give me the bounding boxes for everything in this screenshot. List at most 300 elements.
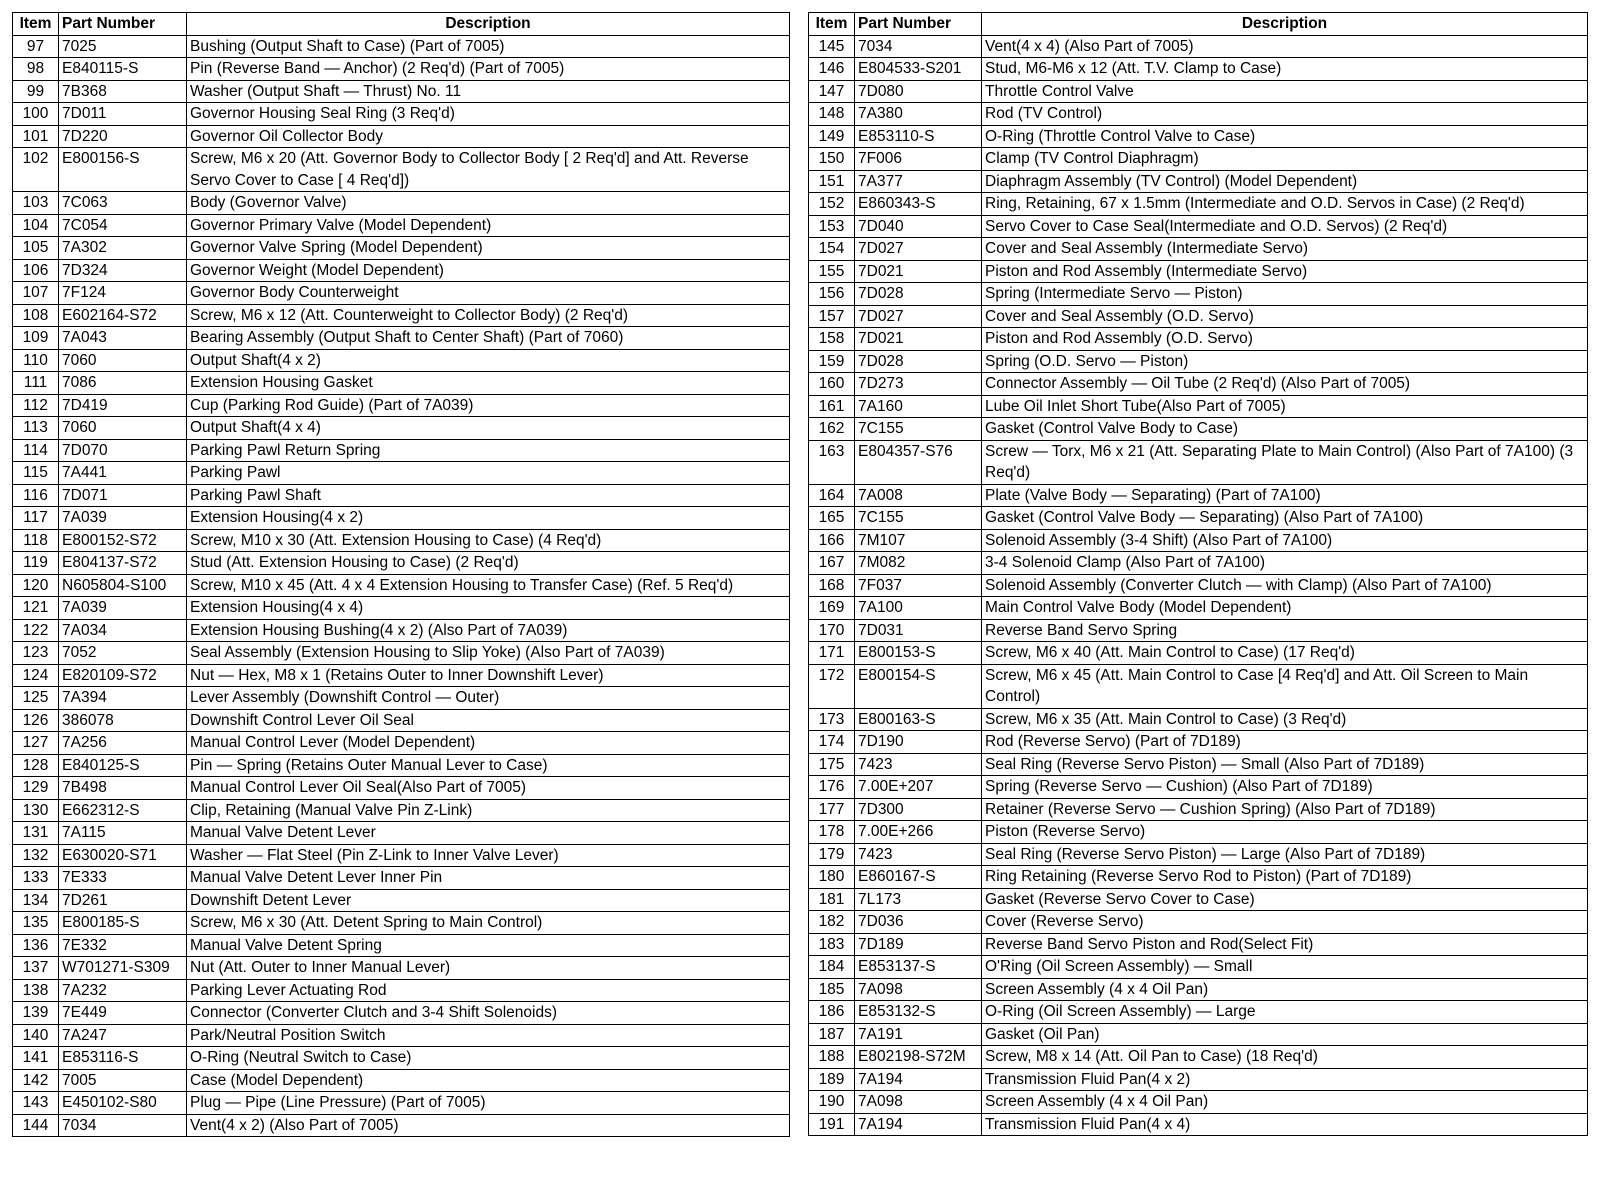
- table-row: [809, 440, 1588, 484]
- part-number: 7A039: [59, 507, 187, 530]
- item-number: 155: [809, 260, 855, 283]
- description: Vent(4 x 4) (Also Part of 7005): [982, 35, 1588, 58]
- table-row: [809, 866, 1588, 889]
- table-row: [13, 237, 790, 260]
- part-number: 7A098: [855, 978, 982, 1001]
- item-number: 102: [13, 148, 59, 192]
- part-number: E840125-S: [59, 754, 187, 777]
- part-number: E840115-S: [59, 58, 187, 81]
- part-number: 7E333: [59, 867, 187, 890]
- item-number: 152: [809, 193, 855, 216]
- item-number: 170: [809, 619, 855, 642]
- part-number: 7A191: [855, 1023, 982, 1046]
- part-number: 7A043: [59, 327, 187, 350]
- item-number: 136: [13, 934, 59, 957]
- table-row: [809, 1001, 1588, 1024]
- item-number: 159: [809, 350, 855, 373]
- part-number: E800152-S72: [59, 529, 187, 552]
- part-number: 7A039: [59, 597, 187, 620]
- part-number: 7D419: [59, 394, 187, 417]
- parts-table-left: [12, 12, 790, 1137]
- description: Parking Pawl Return Spring: [187, 439, 790, 462]
- item-number: 125: [13, 687, 59, 710]
- table-row: [809, 507, 1588, 530]
- description: Governor Primary Valve (Model Dependent): [187, 214, 790, 237]
- part-number: 7.00E+207: [855, 776, 982, 799]
- description: Body (Governor Valve): [187, 192, 790, 215]
- part-number: E853137-S: [855, 956, 982, 979]
- description: Spring (Intermediate Servo — Piston): [982, 283, 1588, 306]
- description: Extension Housing(4 x 2): [187, 507, 790, 530]
- part-number: 7D080: [855, 80, 982, 103]
- part-number: 7025: [59, 35, 187, 58]
- description: Spring (Reverse Servo — Cushion) (Also Part of 7D189): [982, 776, 1588, 799]
- table-row: [809, 708, 1588, 731]
- part-number: 7.00E+266: [855, 821, 982, 844]
- part-number: E853110-S: [855, 125, 982, 148]
- table-row: [809, 956, 1588, 979]
- part-number: 7D011: [59, 103, 187, 126]
- item-number: 97: [13, 35, 59, 58]
- description: Seal Ring (Reverse Servo Piston) — Large (Also Part of 7D189): [982, 843, 1588, 866]
- part-number: E630020-S71: [59, 844, 187, 867]
- table-row: [13, 597, 790, 620]
- item-number: 104: [13, 214, 59, 237]
- part-number: 7A441: [59, 462, 187, 485]
- table-row: [809, 1068, 1588, 1091]
- table-row: [809, 574, 1588, 597]
- item-number: 138: [13, 979, 59, 1002]
- description: Pin — Spring (Retains Outer Manual Lever to Case): [187, 754, 790, 777]
- description: Rod (TV Control): [982, 103, 1588, 126]
- part-number: 7C063: [59, 192, 187, 215]
- part-number: E662312-S: [59, 799, 187, 822]
- table-row: [13, 957, 790, 980]
- table-row: [13, 552, 790, 575]
- item-number: 126: [13, 709, 59, 732]
- table-row: [809, 552, 1588, 575]
- table-row: [809, 170, 1588, 193]
- description: Manual Control Lever (Model Dependent): [187, 732, 790, 755]
- part-number: E602164-S72: [59, 304, 187, 327]
- item-number: 135: [13, 912, 59, 935]
- item-number: 189: [809, 1068, 855, 1091]
- table-row: [809, 843, 1588, 866]
- description: Transmission Fluid Pan(4 x 4): [982, 1113, 1588, 1136]
- item-number: 109: [13, 327, 59, 350]
- part-number: E800154-S: [855, 664, 982, 708]
- description: Manual Valve Detent Lever: [187, 822, 790, 845]
- item-number: 151: [809, 170, 855, 193]
- item-number: 147: [809, 80, 855, 103]
- description: Vent(4 x 2) (Also Part of 7005): [187, 1114, 790, 1137]
- table-row: [809, 821, 1588, 844]
- part-number: 7A100: [855, 597, 982, 620]
- table-row: [13, 484, 790, 507]
- description: Transmission Fluid Pan(4 x 2): [982, 1068, 1588, 1091]
- part-number: 7A098: [855, 1091, 982, 1114]
- part-number: 7E449: [59, 1002, 187, 1025]
- part-number: 7A302: [59, 237, 187, 260]
- description: Ring Retaining (Reverse Servo Rod to Piston) (Part of 7D189): [982, 866, 1588, 889]
- description: Governor Body Counterweight: [187, 282, 790, 305]
- item-number: 186: [809, 1001, 855, 1024]
- description: Stud, M6-M6 x 12 (Att. T.V. Clamp to Case): [982, 58, 1588, 81]
- description: Screen Assembly (4 x 4 Oil Pan): [982, 978, 1588, 1001]
- item-number: 137: [13, 957, 59, 980]
- description-header: Description: [982, 13, 1588, 36]
- item-number: 190: [809, 1091, 855, 1114]
- item-number: 176: [809, 776, 855, 799]
- table-row: [809, 911, 1588, 934]
- part-number: E800156-S: [59, 148, 187, 192]
- part-number: 7B368: [59, 80, 187, 103]
- part-number: 7D028: [855, 350, 982, 373]
- description: Cover (Reverse Servo): [982, 911, 1588, 934]
- parts-table-right: [808, 12, 1588, 1136]
- part-number: 7D273: [855, 373, 982, 396]
- part-number: E802198-S72M: [855, 1046, 982, 1069]
- table-row: [13, 777, 790, 800]
- table-row: [13, 1024, 790, 1047]
- table-row: [809, 148, 1588, 171]
- table-row: [809, 283, 1588, 306]
- table-row: [13, 642, 790, 665]
- part-number: 7D261: [59, 889, 187, 912]
- part-number: 7D190: [855, 731, 982, 754]
- description: Solenoid Assembly (3-4 Shift) (Also Part of 7A100): [982, 529, 1588, 552]
- table-row: [13, 439, 790, 462]
- table-row: [13, 125, 790, 148]
- parts-table-left-body: [13, 35, 790, 1137]
- part-number: 7B498: [59, 777, 187, 800]
- item-number: 132: [13, 844, 59, 867]
- table-row: [809, 933, 1588, 956]
- table-row: [809, 529, 1588, 552]
- description: Pin (Reverse Band — Anchor) (2 Req'd) (Part of 7005): [187, 58, 790, 81]
- item-number: 148: [809, 103, 855, 126]
- table-row: [809, 305, 1588, 328]
- table-row: [809, 1023, 1588, 1046]
- table-row: [13, 574, 790, 597]
- table-row: [13, 372, 790, 395]
- item-number: 177: [809, 798, 855, 821]
- table-row: [809, 260, 1588, 283]
- part-number: 7L173: [855, 888, 982, 911]
- part-number: 7D040: [855, 215, 982, 238]
- item-number: 120: [13, 574, 59, 597]
- item-number: 168: [809, 574, 855, 597]
- item-number: 169: [809, 597, 855, 620]
- part-number: E860167-S: [855, 866, 982, 889]
- part-number: 7M082: [855, 552, 982, 575]
- description: Bearing Assembly (Output Shaft to Center Shaft) (Part of 7060): [187, 327, 790, 350]
- table-row: [809, 1113, 1588, 1136]
- part-number: 7E332: [59, 934, 187, 957]
- table-row: [809, 888, 1588, 911]
- part-number: 7A194: [855, 1068, 982, 1091]
- part-number: 7A394: [59, 687, 187, 710]
- part-number: 7D036: [855, 911, 982, 934]
- part-number: 7423: [855, 753, 982, 776]
- table-row: [809, 238, 1588, 261]
- table-row: [809, 776, 1588, 799]
- description: Output Shaft(4 x 2): [187, 349, 790, 372]
- part-number: 7034: [59, 1114, 187, 1137]
- table-row: [13, 259, 790, 282]
- description: Clamp (TV Control Diaphragm): [982, 148, 1588, 171]
- table-row: [13, 507, 790, 530]
- item-number: 143: [13, 1092, 59, 1115]
- table-row: [13, 1047, 790, 1070]
- description: Output Shaft(4 x 4): [187, 417, 790, 440]
- part-number: W701271-S309: [59, 957, 187, 980]
- part-number: E800185-S: [59, 912, 187, 935]
- item-number: 118: [13, 529, 59, 552]
- item-number: 182: [809, 911, 855, 934]
- table-row: [13, 799, 790, 822]
- item-number: 122: [13, 619, 59, 642]
- item-number: 124: [13, 664, 59, 687]
- description: Downshift Control Lever Oil Seal: [187, 709, 790, 732]
- part-number: 7C155: [855, 507, 982, 530]
- description: Servo Cover to Case Seal(Intermediate and O.D. Servos) (2 Req'd): [982, 215, 1588, 238]
- description: Cover and Seal Assembly (Intermediate Servo): [982, 238, 1588, 261]
- description: Screen Assembly (4 x 4 Oil Pan): [982, 1091, 1588, 1114]
- item-number: 184: [809, 956, 855, 979]
- item-number: 139: [13, 1002, 59, 1025]
- description: Bushing (Output Shaft to Case) (Part of 7005): [187, 35, 790, 58]
- item-number: 127: [13, 732, 59, 755]
- item-number: 166: [809, 529, 855, 552]
- table-row: [13, 394, 790, 417]
- description: Washer (Output Shaft — Thrust) No. 11: [187, 80, 790, 103]
- description: Spring (O.D. Servo — Piston): [982, 350, 1588, 373]
- description: Downshift Detent Lever: [187, 889, 790, 912]
- description: Rod (Reverse Servo) (Part of 7D189): [982, 731, 1588, 754]
- table-row: [13, 148, 790, 192]
- table-row: [13, 867, 790, 890]
- part-number: E804137-S72: [59, 552, 187, 575]
- table-row: [809, 753, 1588, 776]
- description-header: Description: [187, 13, 790, 36]
- table-row: [809, 58, 1588, 81]
- part-number: 7F006: [855, 148, 982, 171]
- item-number: 142: [13, 1069, 59, 1092]
- table-row: [13, 1069, 790, 1092]
- part-number: E450102-S80: [59, 1092, 187, 1115]
- description: Parking Pawl: [187, 462, 790, 485]
- part-number: 7D021: [855, 260, 982, 283]
- description: Nut (Att. Outer to Inner Manual Lever): [187, 957, 790, 980]
- item-number: 161: [809, 395, 855, 418]
- table-row: [13, 709, 790, 732]
- table-row: [13, 889, 790, 912]
- item-number: 158: [809, 328, 855, 351]
- table-row: [809, 798, 1588, 821]
- description: Cup (Parking Rod Guide) (Part of 7A039): [187, 394, 790, 417]
- description: Manual Valve Detent Spring: [187, 934, 790, 957]
- table-row: [13, 1114, 790, 1137]
- table-row: [13, 58, 790, 81]
- part-number-header: Part Number: [855, 13, 982, 36]
- description: Screw, M10 x 30 (Att. Extension Housing to Case) (4 Req'd): [187, 529, 790, 552]
- item-number: 163: [809, 440, 855, 484]
- item-number: 140: [13, 1024, 59, 1047]
- item-number: 111: [13, 372, 59, 395]
- table-row: [13, 417, 790, 440]
- description: Retainer (Reverse Servo — Cushion Spring) (Also Part of 7D189): [982, 798, 1588, 821]
- part-number: 7A115: [59, 822, 187, 845]
- description: Lever Assembly (Downshift Control — Outer): [187, 687, 790, 710]
- part-number: E800163-S: [855, 708, 982, 731]
- description: Main Control Valve Body (Model Dependent): [982, 597, 1588, 620]
- part-number: 7A247: [59, 1024, 187, 1047]
- description: 3-4 Solenoid Clamp (Also Part of 7A100): [982, 552, 1588, 575]
- part-number: 7052: [59, 642, 187, 665]
- table-row: [809, 193, 1588, 216]
- description: Extension Housing(4 x 4): [187, 597, 790, 620]
- item-number: 105: [13, 237, 59, 260]
- part-number: 7D021: [855, 328, 982, 351]
- table-row: [809, 215, 1588, 238]
- item-number: 123: [13, 642, 59, 665]
- table-row: [13, 1092, 790, 1115]
- table-row: [13, 327, 790, 350]
- table-row: [13, 103, 790, 126]
- table-row: [13, 192, 790, 215]
- table-row: [809, 395, 1588, 418]
- item-number: 116: [13, 484, 59, 507]
- item-number: 106: [13, 259, 59, 282]
- item-number: 146: [809, 58, 855, 81]
- part-number: 7060: [59, 349, 187, 372]
- part-number: E853132-S: [855, 1001, 982, 1024]
- description: Seal Assembly (Extension Housing to Slip Yoke) (Also Part of 7A039): [187, 642, 790, 665]
- description: Screw, M6 x 12 (Att. Counterweight to Collector Body) (2 Req'd): [187, 304, 790, 327]
- item-number: 131: [13, 822, 59, 845]
- description: Parking Pawl Shaft: [187, 484, 790, 507]
- item-number: 181: [809, 888, 855, 911]
- part-number: 7C155: [855, 418, 982, 441]
- description: Manual Control Lever Oil Seal(Also Part of 7005): [187, 777, 790, 800]
- table-row: [13, 979, 790, 1002]
- description: Solenoid Assembly (Converter Clutch — with Clamp) (Also Part of 7A100): [982, 574, 1588, 597]
- table-row: [13, 349, 790, 372]
- description: Seal Ring (Reverse Servo Piston) — Small (Also Part of 7D189): [982, 753, 1588, 776]
- item-number: 179: [809, 843, 855, 866]
- item-number: 183: [809, 933, 855, 956]
- table-row: [13, 934, 790, 957]
- table-row: [809, 619, 1588, 642]
- part-number: 7060: [59, 417, 187, 440]
- description: Washer — Flat Steel (Pin Z-Link to Inner Valve Lever): [187, 844, 790, 867]
- description: Extension Housing Bushing(4 x 2) (Also Part of 7A039): [187, 619, 790, 642]
- part-number: 7A034: [59, 619, 187, 642]
- part-number: 7A256: [59, 732, 187, 755]
- table-row: [809, 418, 1588, 441]
- item-number: 101: [13, 125, 59, 148]
- header-row: [809, 13, 1588, 36]
- item-number: 110: [13, 349, 59, 372]
- item-number: 113: [13, 417, 59, 440]
- description: Screw, M10 x 45 (Att. 4 x 4 Extension Housing to Transfer Case) (Ref. 5 Req'd): [187, 574, 790, 597]
- item-number: 162: [809, 418, 855, 441]
- description: Plug — Pipe (Line Pressure) (Part of 7005): [187, 1092, 790, 1115]
- table-row: [13, 304, 790, 327]
- part-number: N605804-S100: [59, 574, 187, 597]
- part-number: 7A194: [855, 1113, 982, 1136]
- table-row: [809, 1091, 1588, 1114]
- description: Piston and Rod Assembly (Intermediate Servo): [982, 260, 1588, 283]
- table-row: [13, 214, 790, 237]
- description: Plate (Valve Body — Separating) (Part of 7A100): [982, 484, 1588, 507]
- description: Screw, M8 x 14 (Att. Oil Pan to Case) (18 Req'd): [982, 1046, 1588, 1069]
- table-row: [809, 328, 1588, 351]
- item-number: 167: [809, 552, 855, 575]
- table-row: [13, 80, 790, 103]
- description: Screw — Torx, M6 x 21 (Att. Separating Plate to Main Control) (Also Part of 7A100) (3 Req'd): [982, 440, 1588, 484]
- description: Connector Assembly — Oil Tube (2 Req'd) (Also Part of 7005): [982, 373, 1588, 396]
- table-row: [809, 642, 1588, 665]
- table-row: [13, 1002, 790, 1025]
- part-number: 7D031: [855, 619, 982, 642]
- part-number: 7D027: [855, 238, 982, 261]
- item-number: 144: [13, 1114, 59, 1137]
- part-number: 7D071: [59, 484, 187, 507]
- description: Clip, Retaining (Manual Valve Pin Z-Link): [187, 799, 790, 822]
- part-number: E800153-S: [855, 642, 982, 665]
- table-row: [809, 597, 1588, 620]
- item-number: 145: [809, 35, 855, 58]
- description: Screw, M6 x 45 (Att. Main Control to Case [4 Req'd] and Att. Oil Screen to Main Control): [982, 664, 1588, 708]
- description: Gasket (Control Valve Body to Case): [982, 418, 1588, 441]
- item-number: 174: [809, 731, 855, 754]
- table-row: [809, 373, 1588, 396]
- part-number: 7034: [855, 35, 982, 58]
- item-number: 178: [809, 821, 855, 844]
- part-number: 7423: [855, 843, 982, 866]
- item-number: 141: [13, 1047, 59, 1070]
- table-row: [13, 822, 790, 845]
- item-number: 108: [13, 304, 59, 327]
- item-number: 98: [13, 58, 59, 81]
- item-number: 149: [809, 125, 855, 148]
- description: Park/Neutral Position Switch: [187, 1024, 790, 1047]
- table-row: [13, 664, 790, 687]
- item-number: 173: [809, 708, 855, 731]
- description: Lube Oil Inlet Short Tube(Also Part of 7005): [982, 395, 1588, 418]
- item-number: 129: [13, 777, 59, 800]
- item-number: 191: [809, 1113, 855, 1136]
- item-number: 185: [809, 978, 855, 1001]
- item-number: 188: [809, 1046, 855, 1069]
- table-row: [13, 844, 790, 867]
- table-row: [809, 664, 1588, 708]
- description: Governor Weight (Model Dependent): [187, 259, 790, 282]
- item-number: 160: [809, 373, 855, 396]
- table-row: [13, 462, 790, 485]
- part-number: 7D189: [855, 933, 982, 956]
- part-number: E804533-S201: [855, 58, 982, 81]
- part-number-header: Part Number: [59, 13, 187, 36]
- description: Manual Valve Detent Lever Inner Pin: [187, 867, 790, 890]
- table-row: [809, 484, 1588, 507]
- item-number: 117: [13, 507, 59, 530]
- item-number: 156: [809, 283, 855, 306]
- table-row: [809, 125, 1588, 148]
- description: Nut — Hex, M8 x 1 (Retains Outer to Inner Downshift Lever): [187, 664, 790, 687]
